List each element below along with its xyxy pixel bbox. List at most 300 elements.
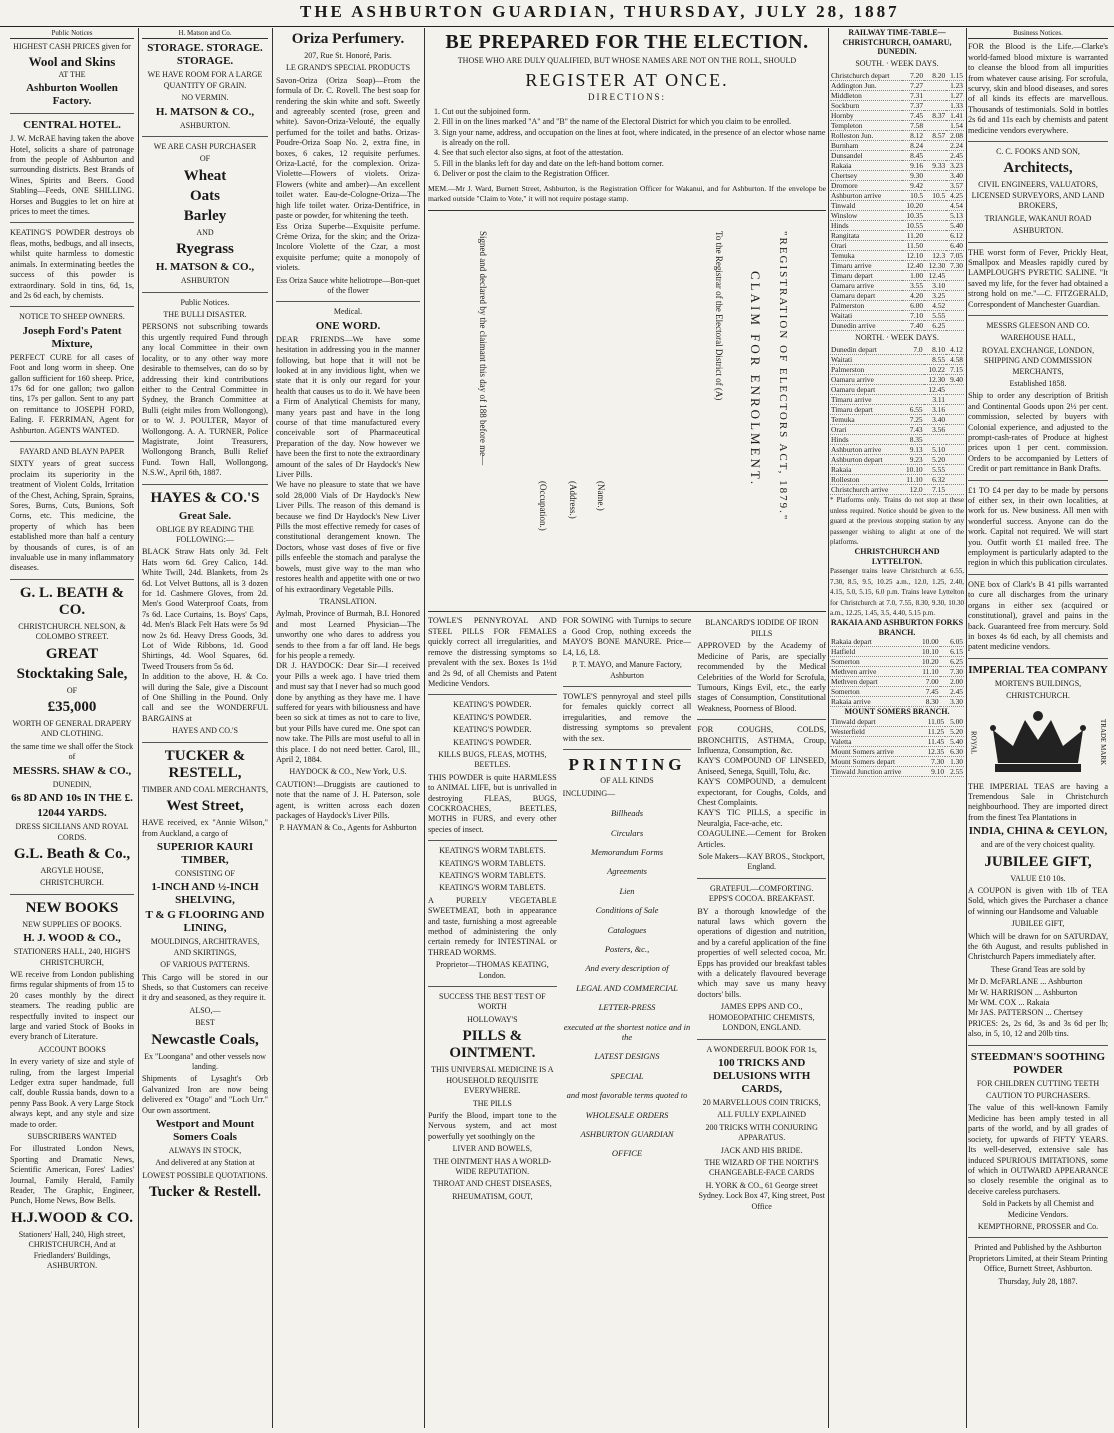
station-name: Tinwald [830,200,902,210]
timetable-row [830,345,964,355]
value: VALUE £10 10s. [1010,873,1066,883]
train-time: 3.10 [924,280,946,290]
train-time [924,230,946,240]
towle2: TOWLE'S pennyroyal and steel pills for females quickly correct all irregularities, and remove the distressing symptoms so prevalent with the sex. [562,691,692,743]
train-time: 5.55 [924,310,946,320]
station-name: Westerfield [830,726,922,736]
train-time: 1.33 [946,100,964,110]
delivered: And delivered at any Station at [155,1158,255,1168]
train-time: 4.54 [946,200,964,210]
timetable-row [830,435,964,445]
train-time [946,290,964,300]
form-act: "REGISTRATION OF ELECTORS ACT, 1879." [777,231,789,522]
column-railway [830,28,964,1428]
column-business: Business Notices. FOR the Blood is the Life.—Clarke's world-famed blood mixture is warranted to cleanse the blood from all impurities from whatever cause arising. For scrofula, scurvy, skin and blood diseases, and sores of all kinds its effects are marvellous. Thousands of testimonials. Sold in bottles 2s 6d and 11s each by chemists and patent medicine vendors everywhere. C. C. FOOKS AND SON, Architects, CIVIL ENGINEERS, VALUATORS, LICENSED SURVEYORS, AND LAND BROKERS, TRIANGLE, WAKANUI ROAD ASHBURTON. THE worst form of Fever, Prickly Heat, Smallpox and Measles rapidly cured by LAMPLOUGH'S PYRETIC SALINE. "It saved my life, for the fever had obtained a strong hold on me."—C. FITZGERALD, Correspondent of Manchester Guardian. MESSRS GLEESON AND CO. WAREHOUSE HALL, ROYAL EXCHANGE, LONDON, SHIPPING AND COMMISSION MERCHANTS, Established 1858. Ship to order any description of British and Continental Goods upon 2½ per cent. commission, selected by buyers with Colonial experience, and adjusted to the prompt-cash-rates of Produce at highest prices upon 1 per cent. commission. Orders to be accompanied by Letters of Credit or part remittance in Bank Drafts. £1 TO £4 per day to be made by persons of either sex, in their own localities, at work for us. New business. All men with wonderful success. Anyone can do the work. Capital not required. We will start you. Outfit worth £1 mailed free. The employment is particularly adapted to the region in which this publication circulates. ONE box of Clark's B 41 pills warranted to cure all discharges from the urinary organs in either sex (acquired or constitutional), gravel and pains in the back. Guaranteed free from mercury. Sold in boxes 4s 6d each, by all chemists and patent medicine vendors. IMPERIAL TEA COMPANY MORTEN'S BUILDINGS, CHRISTCHURCH. ROYAL TRADE MARK THE IMPERIAL TEAS are having a Tremendous Sale in Christchurch neighbourhood. They are imported direct from the finest Tea Plantations in INDIA, CHINA & CEYLON, and are of the very choicest quality. JUBILEE GIFT, VALUE £10 10s. A COUPON is given with 1lb of TEA Sold, which gives the Purchaser a chance of winning our Handsome and Valuable JUBILEE GIFT, Which will be drawn for on SATURDAY, the 6th August, and results published in Christchurch Papers immediately after. These Grand Teas are sold by Mr D. McFARLANE ... Ashburton Mr W. HARRISON ... Ashburton Mr WM. COX ... Rakaia Mr JAS. PATTERSON ... Chertsey PRICES: 2s, 2s 6d, 3s and 3s 6d per lb; also, in 5, 10, 12 and 20lb tins. STEEDMAN'S SOOTHING POWDER FOR CHILDREN CUTTING TEETH CAUTION TO PURCHASERS. The value of this well-known Family Medicine has been amply tested in all parts of the world, and by all grades of society, for upwards of FIFTY YEARS. Its well-deserved, extensive sale has induced SPURIOUS IMITATIONS, some of which in OUTWARD APPEARANCE so closely resemble the original as to deceive careless purchasers. Sold in Packets by all Chemist and Medicine Vendors. KEMPTHORNE, PROSSER and Co. Printed and Published by the Ashburton Proprietors Limited, at their Steam Printing Office, Burnett Street, Ashburton. Thursday, July 28, 1887. [968,29,1108,1286]
station-name: Middleton [830,90,902,100]
rakaia-head: RAKAIA AND ASHBURTON FORKS BRANCH. [830,618,964,637]
beath2-city: CHRISTCHURCH. [40,878,104,888]
train-time: 11.10 [901,475,923,485]
keating-column: TOWLE'S PENNYROYAL AND STEEL PILLS FOR FEMALES quickly correct all irregularities, and remove the distressing symptoms so prevalent with the sex. Boxes 1s 1½d and 2s 9d, of all Chemists and Patent Medicine Vendors. KEATING'S POWDER. KEATING'S POWDER. KEATING'S POWDER. KEATING'S POWDER. KILLS BUGS, FLEAS, MOTHS, BEETLES. THIS POWDER is quite HARMLESS to ANIMAL LIFE, but is unrivalled in destroying FLEAS, BUGS, COCKROACHES, BEETLES, MOTHS in FURS, and every other species of insect. KEATING'S WORM TABLETS. KEATING'S WORM TABLETS. KEATING'S WORM TABLETS. KEATING'S WORM TABLETS. A PURELY VEGETABLE SWEETMEAT, both in appearance and taste, furnishing a most agreeable method of administering the only certain remedy for INTESTINAL or THREAD WORMS. Proprietor—THOMAS KEATING, London. SUCCESS THE BEST TEST OF WORTH HOLLOWAY'S PILLS & OINTMENT. THIS UNIVERSAL MEDICINE IS A HOUSEHOLD REQUISITE EVERYWHERE. THE PILLS Purify the Blood, impart tone to the Nervous system, and act most powerfully yet soothingly on the LIVER AND BOWELS, THE OINTMENT HAS A WORLD-WIDE REPUTATION. THROAT AND CHEST DISEASES, RHEUMATISM, GOUT, [428,616,557,1201]
timetable-row [830,90,964,100]
train-time: 5.40 [946,220,964,230]
exchange: ROYAL EXCHANGE, LONDON, SHIPPING AND COMMISSION MERCHANTS, [981,345,1095,376]
caution: CAUTION!—Druggists are cautioned to note that the name of J. H. Paterson, sole agent, is written across each dozen packages of Haydock's Liver Pills. [276,779,420,821]
station-name: Oamaru depart [830,290,902,300]
beath2-sub: ARGYLE HOUSE, [40,865,104,875]
tea-city: CHRISTCHURCH. [1006,691,1070,701]
timetable-row [830,170,964,180]
train-time [924,140,946,150]
station-name: Somerton [830,687,909,697]
ryegrass: Ryegrass [176,241,234,258]
timetable-row [830,71,964,81]
station-name: Rolleston [830,475,901,485]
form-to: To the Registrar of the Electoral District of (A) [714,231,724,401]
timetable-row [830,746,964,756]
patterns: OF VARIOUS PATTERNS. [160,960,250,970]
register-heading: REGISTER AT ONCE. [525,70,729,91]
train-time: 7.58 [902,120,924,130]
timetable-row [830,647,964,657]
amount-sub: WORTH OF GENERAL DRAPERY AND CLOTHING. [12,719,132,739]
south-timetable [830,71,964,331]
success: SUCCESS THE BEST TEST OF WORTH [439,992,546,1012]
matson2-city: ASHBURTON [180,276,230,286]
train-time [901,355,923,365]
train-time: 10.10 [901,465,923,475]
station-name: Temuka [830,250,902,260]
train-time [924,150,946,160]
epps-text: BY a thorough knowledge of the natural laws which govern the operations of digestion and nutrition, and by a careful application of the fine properties of well selected cocoa, Mr. Epps has provided our breakfast tables with a delicately flavoured beverage which may save us many heavy doctors' bills. [697,906,826,999]
beath2: G.L. Beath & Co., [13,845,131,862]
train-time: 7.27 [902,80,924,90]
timetable-row [830,485,964,495]
train-time [901,365,923,375]
station-name: Ashburton arrive [830,445,901,455]
train-time: 3.16 [924,405,946,415]
timetable-row [830,445,964,455]
royal-label: ROYAL [969,730,978,755]
holloway: HOLLOWAY'S [467,1014,518,1024]
matson: H. MATSON & CO., [155,105,255,118]
epps-head: GRATEFUL—COMFORTING. EPPS'S COCOA. BREAKFAST. [708,883,815,904]
kills-text: THIS POWDER is quite HARMLESS to ANIMAL LIFE, but is unrivalled in destroying FLEAS, BUGS, COCKROACHES, BEETLES, MOTHS in FURS, and every other species of insect. [428,772,557,834]
train-time [946,445,964,455]
one-word: ONE WORD. [315,319,381,332]
jubilee: JUBILEE GIFT, [984,853,1092,870]
train-time: 12.45 [924,270,946,280]
hotel-text: J. W. McRAE having taken the above Hotel, solicits a share of patronage from the people of Ashburton and surrounding districts. Best Brands of Wines, Spirits and Beers. Good Stabling—Feeds, ONE SHILLING. Horses and Buggies to let on hire at prices to meet the times. [10,134,134,217]
train-time: 7.0 [901,345,923,355]
train-time: 1.15 [946,71,964,81]
barley: Barley [183,207,227,224]
train-time [901,385,923,395]
hayes-sub: Great Sale. [178,509,232,522]
train-time: 10.5 [902,190,924,200]
jack: JACK AND HIS BRIDE. [720,1145,803,1155]
lower-ads [428,616,826,1214]
kays: KAY'S COMPOUND OF LINSEED, Aniseed, Senega, Squill, Tolu, &c. [697,756,826,776]
hayes-text: In addition to the above, H. & Co. will during the Sale, give a Discount of One Shilling in the Pound. Only call and see the WONDERFUL BARGAINS at [142,672,268,723]
matson-city: ASHBURTON. [179,120,231,130]
keating-prop: Proprietor—THOMAS KEATING, London. [435,960,549,980]
book-sub2: 20 MARVELLOUS COIN TRICKS, [702,1097,821,1107]
train-time [946,385,964,395]
north-head: NORTH. · WEEK DAYS. [855,332,939,342]
letter-text2: We have no pleasure to state that we have sold 28,000 Vials of Dr Haydock's New Liver Pills. The reason of this demand is because we find Dr Haydock's New Liver Pills the most effective remedy for cases of constitutional derangement known. The Doctors, whose vast doses of five or five pills enfeeble the stomach and paralyse the bowels, must give way to the man who restores health and appetite with one or two of his extraordinary Vegetable Pills. [276,480,420,594]
books-sub: NEW SUPPLIES OF BOOKS. [22,919,122,929]
timetable-row [830,717,964,727]
station-name: Rakaia [830,160,902,170]
oriza-addr: 207, Rue St. Honoré, Paris. [304,51,392,60]
letter-text: DEAR FRIENDS—We have some hesitation in addressing you in the manner following, but hope that it will not be looked at in any invidious light, when we state that it is only our regard for your health that causes us to do it. We have been a Firm of Analytical Chemists for many, many years past and have in the long course of that time manufactured every conceivable sort of Pharmaceutical Preparation of the day. Now however we have been the first to note the extraordinary amount of the sales of Dr Haydock's New Liver Pills. [276,334,420,480]
oriza-text2: Ess Oriza Superbe—Exquisite perfume. Crème Oriza, for the skin; and the Oriza-Incolore Violette of the Czar, a most exquisite perfume; quite a monopoly of violets. [276,221,420,273]
worm-text: A PURELY VEGETABLE SWEETMEAT, both in appearance and taste, furnishing a most agreeable method of administering the only certain remedy for INTESTINAL or THREAD WORMS. [428,895,557,957]
steedman: STEEDMAN'S SOOTHING POWDER [970,1050,1106,1076]
timetable-row [830,475,964,485]
station-name: Waitati [830,355,901,365]
station-name: Dunedin arrive [830,320,902,330]
column-oriza [276,28,420,1428]
train-time: 12.30 [924,260,946,270]
train-time [946,395,964,405]
train-time [924,120,946,130]
station-name: Hatfield [830,647,909,657]
book-head: A WONDERFUL BOOK FOR 1s, [706,1044,817,1054]
account-text: In every variety of size and style of ruling, from the largest Imperial Ledger extra super handmade, full calf, double Russia bands, down to a penny Pass Book. A very Large Stock always kept, and any style and size made to order. [10,1057,134,1129]
train-time: 3.30 [940,697,964,707]
kills: KILLS BUGS, FLEAS, MOTHS, BEETLES. [438,749,547,770]
station-name: Mount Somers arrive [830,746,922,756]
timetable-row [830,687,964,697]
steedman-foot: Sold in Packets by all Chemist and Medicine Vendors. [982,1199,1094,1219]
train-time: 3.25 [924,290,946,300]
station-name: Palmerston [830,300,902,310]
prices: PRICES: 2s, 2s 6d, 3s and 3s 6d per lb; also, in 5, 10, 12 and 20lb tins. [968,1018,1108,1039]
station-name: Timaru arrive [830,395,901,405]
hayes-foot: HAYES AND CO.'S [172,726,238,736]
directions-list: 1. Cut out the subjoined form. 2. Fill in on the lines marked "A" and "B" the name of the Electoral District for which you claim to be enrolled. 3. Sign your name, address, and occupation on the lines at foot, where indicated, in the presence of an elector whose name is already on the roll. 4. See that such elector also signs, at foot of the attestation. 5. Fill in the blanks left for day and date on the left-hand bottom corner. 6. Deliver or post the claim to the Registration Officer. [442,107,826,180]
caution: CAUTION TO PURCHASERS. [986,1091,1090,1101]
wool-title: Wool and Skins [28,53,116,69]
train-time: 3.40 [924,415,946,425]
timetable-row [830,425,964,435]
train-time: 8.55 [924,355,946,365]
book-sub: 100 TRICKS AND DELUSIONS WITH CARDS, [713,1056,811,1095]
trade-mark-label: TRADE MARK [1099,719,1107,766]
storage-text: WE HAVE ROOM FOR A LARGE QUANTITY OF GRAIN. [147,70,263,90]
station-name: Oamaru arrive [830,280,902,290]
train-time: 10.20 [909,657,939,667]
timetable-row [830,150,964,160]
train-time [924,180,946,190]
timetable-row [830,180,964,190]
train-time: 11.25 [922,726,946,736]
train-time [946,320,964,330]
shaw-price: 6s 8D AND 10s IN THE £. [11,792,133,805]
vermin: NO VERMIN. [181,93,229,103]
timetable-row [830,140,964,150]
train-time: 8.35 [901,435,923,445]
train-time: 2.00 [940,677,964,687]
train-time: 4.25 [946,190,964,200]
timetable-row [830,697,964,707]
train-time: 1.54 [946,120,964,130]
train-time: 1.23 [946,80,964,90]
train-time: 7.30 [940,667,964,677]
station-name: Chertsey [830,170,902,180]
train-time [946,485,964,495]
train-time: 10.20 [902,200,924,210]
kays2: KAY'S COMPOUND, a demulcent expectorant, for Coughs, Colds, and Chest Complaints. [697,777,826,807]
mayo: P. T. MAYO, and Manure Factory, Ashburton [572,660,682,680]
timetable-row [830,270,964,280]
train-time: 7.00 [909,677,939,687]
train-time: 11.50 [902,240,924,250]
column-rule [966,28,967,1428]
footnote: * Platforms only. Trains do not stop at these unless required. Notice should be given to the guard at the previous stopping station by any passenger wishing to alight at one of the platforms. [830,496,964,546]
shaw-title: MESSRS. SHAW & CO., [12,764,132,777]
train-time [946,455,964,465]
train-time: 12.3 [924,250,946,260]
timetable-row [830,230,964,240]
train-time: 8.24 [902,140,924,150]
timetable-row [830,160,964,170]
haydock-foot: HAYDOCK & CO., New York, U.S. [289,767,407,777]
fooks: C. C. FOOKS AND SON, [996,147,1080,157]
train-time: 11.10 [909,667,939,677]
station-name: Templeton [830,120,902,130]
timetable-row [830,110,964,120]
towle-text: TOWLE'S PENNYROYAL AND STEEL PILLS FOR FEMALES quickly correct all irregularities, and remove the distressing symptoms so prevalent with the sex. Boxes 1s 1½d and 2s 9d, of all Chemists and Patent Medicine Vendors. [428,616,557,688]
train-time: 7.37 [902,100,924,110]
station-name: Rakaia arrive [830,697,909,707]
oriza-title: Oriza Perfumery. [291,31,405,47]
train-time: 3.11 [924,395,946,405]
train-time: 6.55 [901,405,923,415]
station-name: Orari [830,425,901,435]
keating-text: KEATING'S POWDER destroys ob fleas, moths, bedbugs, and all insects, whilst quite harmless to domestic animals. In exterminating beetles the success of this powder is extraordinary. Sold in tins, 6d, 1s, and 2s 6d each, by chemists. [10,228,134,300]
hotel-title: CENTRAL HOTEL. [23,119,121,132]
translation: TRANSLATION. [319,596,377,606]
train-time: 3.40 [946,170,964,180]
train-time: 3.56 [924,425,946,435]
train-time [946,280,964,290]
station-name: Temuka [830,415,901,425]
train-time: 8.57 [924,130,946,140]
hayes-title: HAYES & CO.'S [150,489,260,506]
train-time: 5.55 [924,465,946,475]
form-signed: Signed and declared by the claimant this day of 188 before me— [478,231,488,466]
station-name: Timaru depart [830,405,901,415]
timetable-row [830,766,964,776]
train-time: 12.0 [901,485,923,495]
subscriber-head: SUBSCRIBERS WANTED [27,1132,117,1142]
timetable-row [830,736,964,746]
station-name: Addington Jun. [830,80,902,90]
train-time: 7.45 [902,110,924,120]
pills-ointment: PILLS & OINTMENT. [449,1028,536,1062]
wool-intro: HIGHEST CASH PRICES given for [13,42,131,52]
timetable-row [830,260,964,270]
wood-big: H.J.WOOD & CO. [10,1209,134,1226]
timetable-row [830,210,964,220]
train-time: 6.25 [940,657,964,667]
printed: Printed and Published by the Ashburton Proprietors Limited, at their Steam Printing Office, Burnett Street, Ashburton. [968,1243,1108,1274]
rheum: RHEUMATISM, GOUT, [452,1191,533,1201]
train-time: 2.24 [946,140,964,150]
station-name: Tinwald depart [830,717,922,727]
column-header: H. Matson and Co. [142,28,268,39]
public-head: Public Notices. [180,297,230,307]
account-head: ACCOUNT BOOKS [38,1044,106,1054]
wheat: Wheat [183,167,227,184]
cash-purchaser: WE ARE CASH PURCHASER [153,142,257,152]
station-name: Hinds [830,220,902,230]
wool-at: AT THE [58,69,86,79]
station-name: Rolleston Jun. [830,130,902,140]
train-time [924,200,946,210]
train-time: 6.15 [940,647,964,657]
kays3: KAY'S TIC PILLS, a specific in Neuralgia, Face-ache, etc. [697,808,826,828]
train-time: 7.15 [924,485,946,495]
station-name: Christchurch arrive [830,485,901,495]
station-name: Palmerston [830,365,901,375]
morten: MORTEN'S BUILDINGS, [994,678,1082,688]
timetable-row [830,465,964,475]
book-explained: ALL FULLY EXPLAINED [717,1110,807,1120]
train-time: 4.52 [924,300,946,310]
train-time [946,300,964,310]
kempthorne: KEMPTHORNE, PROSSER and Co. [977,1221,1099,1231]
wizard: THE WIZARD OF THE NORTH'S CHANGEABLE-FACE CARDS [704,1157,819,1178]
train-time: 8.12 [902,130,924,140]
pills-text: Purify the Blood, impart tone to the Nervous system, and act most powerfully yet soothingly on the [428,1110,557,1141]
train-time: 1.27 [946,90,964,100]
train-time: 5.10 [924,445,946,455]
election-banner: BE PREPARED FOR THE ELECTION. [445,31,809,53]
sold-by: These Grand Teas are sold by [990,964,1086,974]
column-header: Public Notices [10,28,134,39]
column-rule [828,28,829,1428]
ointment: THE OINTMENT HAS A WORLD-WIDE REPUTATION. [433,1156,552,1176]
tucker-foot: Tucker & Restell. [148,1184,262,1201]
sheep-title: Joseph Ford's Patent Mixture, [22,324,122,350]
station-name: Orari [830,240,902,250]
station-name: Timaru depart [830,270,902,280]
wood-foot: Stationers' Hall, 240, High street, CHRISTCHURCH, And at Friedlanders' Buildings, ASHBURTON. [18,1229,126,1271]
train-time: 10.22 [924,365,946,375]
coupon: A COUPON is given with 1lb of TEA Sold, which gives the Purchaser a chance of winning our Handsome and Valuable [968,885,1108,916]
column-rule [138,28,139,1428]
train-time: 9.23 [901,455,923,465]
train-time: 12.10 [902,250,924,260]
train-time [924,80,946,90]
timber: TIMBER AND COAL MERCHANTS, [142,784,268,794]
train-time: 6.25 [924,320,946,330]
the-pills: THE PILLS [472,1098,512,1108]
timetable-row [830,300,964,310]
coughs: FOR COUGHS, COLDS, BRONCHITIS, ASTHMA, Croup, Influenza, Consumption, &c. [697,725,826,755]
train-time: 5.00 [945,717,964,727]
have-received: HAVE received, ex "Annie Wilson," from Auckland, a cargo of [142,818,268,838]
train-time: 7.30 [946,260,964,270]
column-election [428,28,826,1428]
timetable-row [830,667,964,677]
column-rule [424,28,425,1428]
yards: 12044 YARDS. [37,807,107,820]
train-time: 10.10 [909,647,939,657]
sheep-text: PERFECT CURE for all cases of Foot and long worm in sheep. One gallon sufficient for 160 sheep. Price, 17s 6d for one gallon; two gallon tins, 17s per gallon. Sent to any part on remittance to JOSEPH FORD, Ealing. F. FERRIMAN, Agent for Ashburton. AGENTS WANTED. [10,352,134,435]
wool-place: Ashburton Woollen Factory. [26,82,118,108]
train-time: 9.13 [901,445,923,455]
books-title: NEW BOOKS [25,899,119,916]
timetable-row [830,120,964,130]
of-label: OF [66,685,78,695]
timetable-row [830,100,964,110]
timetable-row [830,190,964,200]
timetable-row [830,375,964,385]
beath-title: G. L. BEATH & CO. [19,584,125,618]
train-time [946,425,964,435]
station-name: Rakaia [830,465,901,475]
train-time [946,415,964,425]
train-time: 10.35 [902,210,924,220]
train-time [901,395,923,405]
sale-amount: £35,000 [47,699,97,716]
train-time: 2.08 [946,130,964,140]
train-time: 8.30 [909,697,939,707]
train-time: 6.40 [946,240,964,250]
fayard-head: FAYARD AND BLAYN PAPER [19,446,125,456]
train-time: 5.40 [945,736,964,746]
masthead [0,0,1114,27]
train-time: 6.05 [940,637,964,647]
timetable-row [830,395,964,405]
train-time: 8.37 [924,110,946,120]
print-items: Billheads Circulars Memorandum Forms Agreements Lien Conditions of Sale Catalogues Posters, &c., And every description of LEGAL AND COMMERCIAL LETTER-PRESS executed at the shortest notice and in the LATEST DESIGNS SPECIAL and most favorable terms quoted to WHOLESALE ORDERS ASHBURTON GUARDIAN OFFICE [563,808,691,1159]
timetable-row [830,220,964,230]
established: Established 1858. [1009,378,1067,388]
train-time: 5.20 [945,726,964,736]
mount-timetable [830,717,964,777]
coaguline: COAGULINE.—Cement for Broken Articles. [697,829,826,849]
south-head: SOUTH. · WEEK DAYS. [855,58,939,68]
train-time: 8.20 [924,71,946,81]
timetable-row [830,657,964,667]
blancard-head: BLANCARD'S IODIDE OF IRON PILLS [705,618,819,638]
warehouse: WAREHOUSE HALL, [1000,333,1076,343]
train-time: 7.10 [902,310,924,320]
train-time: 3.57 [946,180,964,190]
mount-head: MOUNT SOMERS BRANCH. [844,707,950,717]
books-text: WE receive from London publishing firms regular shipments of from 15 to 20 cases monthly by the direct steamers. The reading public are respectfully invited to inspect our large and varied Stock of Books in every branch of Literature. [10,969,134,1042]
beath-addr: CHRISTCHURCH. NELSON, & COLOMBO STREET. [18,621,126,642]
ex-vessels: Ex "Loongana" and other vessels now landing. [144,1051,266,1071]
train-time [946,405,964,415]
oriza-foot: Ess Oriza Sauce white heliotrope—Bon-quet of the flower [276,275,420,295]
station-name: Ashburton arrive [830,190,902,200]
rail-title: RAILWAY TIME-TABLE—CHRISTCHURCH, OAMARU, DUNEDIN. [842,28,952,56]
train-time: 6.12 [946,230,964,240]
station-name: Burnham [830,140,902,150]
train-time: 7.40 [902,320,924,330]
great: GREAT [45,645,99,662]
train-time [901,375,923,385]
architects: Architects, [1003,160,1073,177]
station-name: Waitati [830,310,902,320]
jubilee2: JUBILEE GIFT, [1011,919,1065,929]
